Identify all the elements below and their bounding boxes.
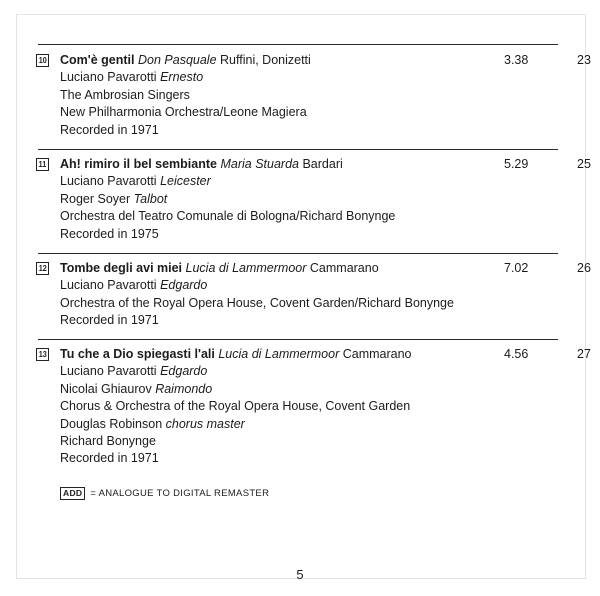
track-ref: 26: [577, 261, 591, 275]
track-ref: 25: [577, 157, 591, 171]
track-body: [60, 52, 311, 139]
track-ref: 27: [577, 347, 591, 361]
track-opera: Maria Stuarda: [220, 157, 299, 171]
track-duration: 4.56: [504, 347, 529, 361]
track-divider: [38, 253, 558, 254]
performer-line: Orchestra del Teatro Comunale di Bologna/Richard Bonynge: [60, 209, 396, 224]
performer-line: The Ambrosian Singers: [60, 87, 190, 102]
performer-line: Roger Soyer Talbot: [60, 191, 168, 206]
track-number-badge: 10: [36, 54, 49, 67]
recording-year: Recorded in 1971: [60, 122, 159, 137]
performer-line: Richard Bonynge: [60, 434, 156, 449]
track-opera: Lucia di Lammermoor: [185, 261, 307, 275]
track-divider: [38, 44, 558, 45]
track-title: Com'è gentil: [60, 53, 135, 67]
track-number-badge: 11: [36, 158, 49, 171]
performer-line: New Philharmonia Orchestra/Leone Magiera: [60, 105, 307, 120]
track-heading: [60, 156, 395, 173]
track-body: [60, 156, 395, 243]
performer-line: Luciano Pavarotti Leicester: [60, 174, 211, 189]
add-badge: ADD: [60, 487, 85, 500]
track-title: Tombe degli avi miei: [60, 261, 183, 275]
track-divider: [38, 149, 558, 150]
track-title: Ah! rimiro il bel sembiante: [60, 157, 217, 171]
track-opera: Lucia di Lammermoor: [218, 347, 340, 361]
footnote-text: = ANALOGUE TO DIGITAL REMASTER: [90, 488, 270, 499]
track-duration: 7.02: [504, 261, 529, 275]
performer-line: Luciano Pavarotti Ernesto: [60, 70, 204, 85]
track-heading: [60, 260, 454, 277]
track-body: [60, 260, 454, 330]
performer-line: Luciano Pavarotti Edgardo: [60, 364, 208, 379]
track-heading: [60, 346, 412, 363]
performer-line: Orchestra of the Royal Opera House, Covent Garden/Richard Bonynge: [60, 295, 454, 310]
track-credit: Cammarano: [309, 261, 379, 275]
track-heading: [60, 52, 311, 69]
track-title: Tu che a Dio spiegasti l'ali: [60, 347, 215, 361]
track-number-badge: 13: [36, 348, 49, 361]
performer-line: Luciano Pavarotti Edgardo: [60, 278, 208, 293]
performer-line: Chorus & Orchestra of the Royal Opera House, Covent Garden: [60, 399, 411, 414]
track-number-badge: 12: [36, 262, 49, 275]
track-body: [60, 346, 412, 468]
performer-line: Douglas Robinson chorus master: [60, 416, 245, 431]
performer-line: Nicolai Ghiaurov Raimondo: [60, 381, 213, 396]
track-divider: [38, 339, 558, 340]
track-credit: Cammarano: [342, 347, 412, 361]
track-duration: 5.29: [504, 157, 529, 171]
recording-year: Recorded in 1971: [60, 451, 159, 466]
track-credit: Bardari: [302, 157, 343, 171]
track-opera: Don Pasquale: [138, 53, 217, 67]
recording-year: Recorded in 1975: [60, 226, 159, 241]
track-ref: 23: [577, 53, 591, 67]
page-number: 5: [296, 567, 304, 582]
track-duration: 3.38: [504, 53, 529, 67]
track-credit: Ruffini, Donizetti: [220, 53, 311, 67]
recording-year: Recorded in 1971: [60, 313, 159, 328]
footnote: [60, 487, 269, 500]
